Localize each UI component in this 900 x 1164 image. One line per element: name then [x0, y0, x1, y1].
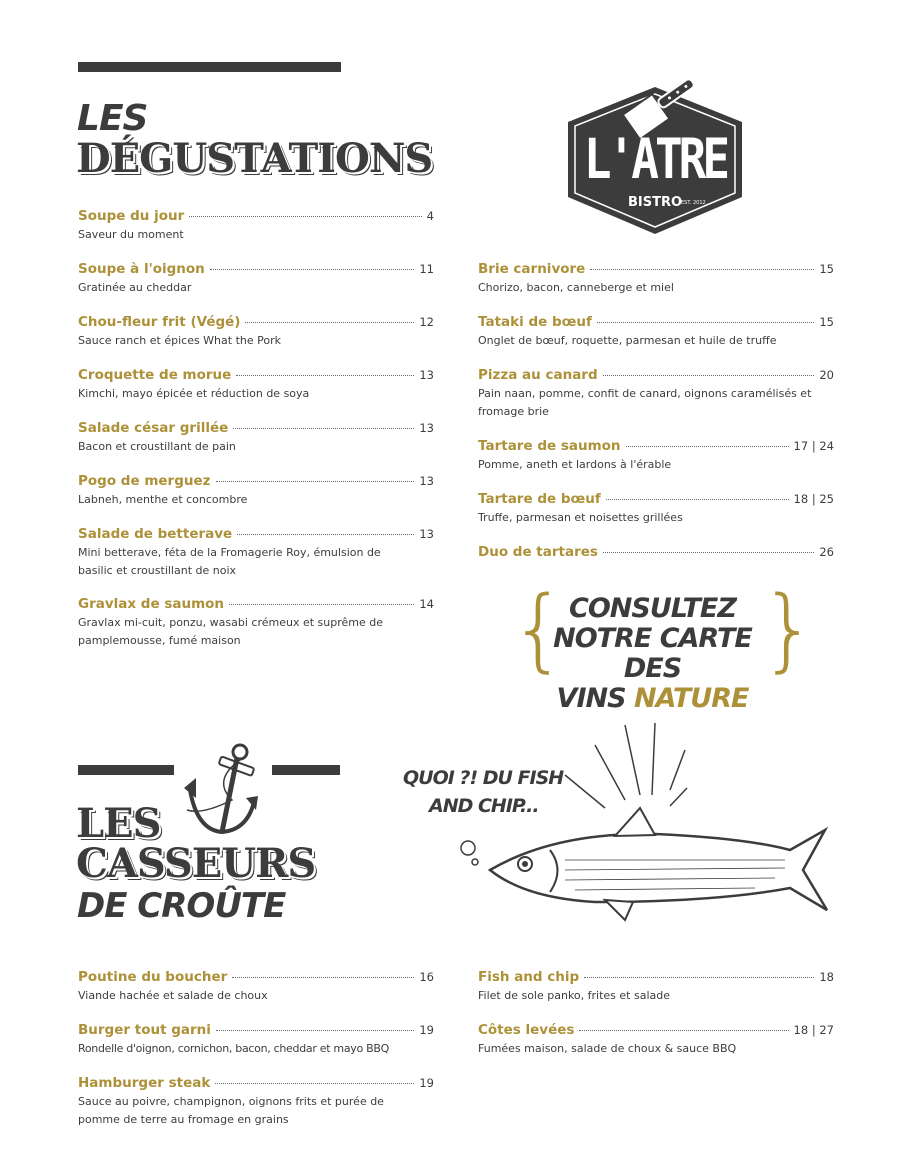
- menu-item: Soupe du jour 4 Saveur du moment: [78, 208, 434, 241]
- menu-item: Croquette de morue 13 Kimchi, mayo épicée et réduction de soya: [78, 367, 434, 400]
- menu-item: Tataki de bœuf 15 Onglet de bœuf, roquette, parmesan et huile de truffe: [478, 314, 834, 347]
- dot-leader: [233, 428, 414, 429]
- dot-leader: [603, 375, 815, 376]
- left-brace-icon: {: [510, 577, 568, 682]
- header-bar: [78, 62, 341, 72]
- menu-item: Duo de tartares 26: [478, 544, 834, 560]
- dot-leader: [579, 1030, 788, 1031]
- section-bar-left: [78, 765, 174, 775]
- dot-leader: [603, 552, 814, 553]
- menu-item: Fish and chip 18 Filet de sole panko, frites et salade: [478, 969, 834, 1002]
- dot-leader: [229, 604, 414, 605]
- dot-leader: [232, 977, 414, 978]
- menu-item: Poutine du boucher 16 Viande hachée et salade de choux: [78, 969, 434, 1002]
- section-title-casseurs: CASSEURS: [76, 840, 316, 887]
- menu-item: Pogo de merguez 13 Labneh, menthe et concombre: [78, 473, 434, 506]
- menu-item: Tartare de saumon 17 | 24 Pomme, aneth et lardons à l'érable: [478, 438, 834, 471]
- dot-leader: [590, 269, 814, 270]
- fish-callout: QUOI ?! DU FISH AND CHIP...: [403, 767, 564, 817]
- dot-leader: [216, 1030, 414, 1031]
- menu-item: Gravlax de saumon 14 Gravlax mi-cuit, ponzu, wasabi crémeux et suprême de pamplemousse, fumé maison: [78, 596, 434, 647]
- wine-promo: CONSULTEZ NOTRE CARTE DES VINS NATURE: [553, 593, 752, 714]
- menu-item: Chou-fleur frit (Végé) 12 Sauce ranch et épices What the Pork: [78, 314, 434, 347]
- dot-leader: [236, 375, 414, 376]
- dot-leader: [237, 534, 414, 535]
- menu-item: Tartare de bœuf 18 | 25 Truffe, parmesan et noisettes grillées: [478, 491, 834, 524]
- menu-item: Burger tout garni 19 Rondelle d'oignon, cornichon, bacon, cheddar et mayo BBQ: [78, 1022, 434, 1055]
- dot-leader: [245, 322, 414, 323]
- logo-bistro: BISTRO: [628, 195, 683, 210]
- dot-leader: [189, 216, 421, 217]
- logo: [565, 62, 745, 237]
- dot-leader: [597, 322, 814, 323]
- dot-leader: [210, 269, 415, 270]
- section-title-les: LES: [76, 800, 161, 847]
- anchor-icon: [182, 740, 267, 844]
- dot-leader: [584, 977, 814, 978]
- logo-name: L'ATRE: [583, 126, 727, 192]
- menu-item: Soupe à l'oignon 11 Gratinée au cheddar: [78, 261, 434, 294]
- right-brace-icon: }: [760, 577, 818, 682]
- menu-item: Hamburger steak 19 Sauce au poivre, champignon, oignons frits et purée de pomme de terre au fromage en grains: [78, 1075, 434, 1126]
- menu-item: Pizza au canard 20 Pain naan, pomme, confit de canard, oignons caramélisés et fromage brie: [478, 367, 834, 418]
- section-title-degustations: DÉGUSTATIONS: [76, 135, 433, 182]
- menu-item: Côtes levées 18 | 27 Fumées maison, salade de choux & sauce BBQ: [478, 1022, 834, 1055]
- section-title-de-croute: DE CROÛTE: [77, 886, 286, 926]
- dot-leader: [215, 1083, 414, 1084]
- dot-leader: [216, 481, 415, 482]
- menu-item: Salade de betterave 13 Mini betterave, féta de la Fromagerie Roy, émulsion de basilic et croustillant de noix: [78, 526, 434, 577]
- section-bar-right: [272, 765, 340, 775]
- dot-leader: [606, 499, 789, 500]
- menu-item: Brie carnivore 15 Chorizo, bacon, canneberge et miel: [478, 261, 834, 294]
- logo-est: EST. 2012: [681, 200, 706, 206]
- fish-icon: [455, 720, 835, 934]
- dot-leader: [626, 446, 789, 447]
- section-title-small: LES: [77, 98, 148, 139]
- menu-item: Salade césar grillée 13 Bacon et croustillant de pain: [78, 420, 434, 453]
